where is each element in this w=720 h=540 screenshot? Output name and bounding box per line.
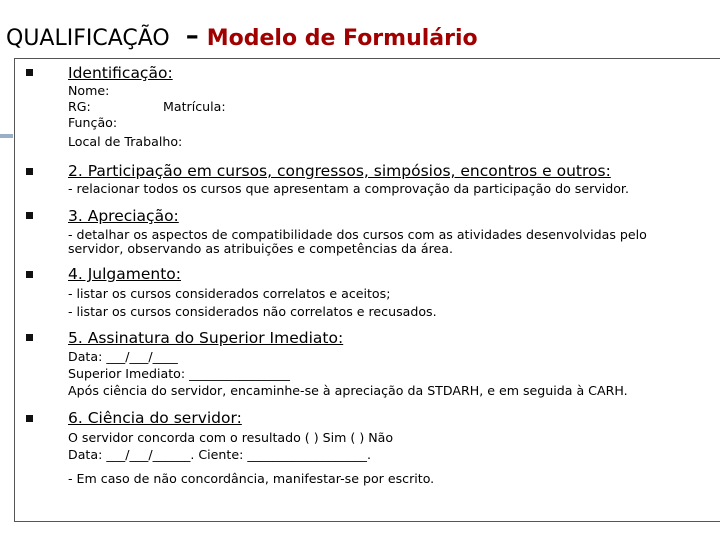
section-text: - listar os cursos considerados correlatos e aceitos; [68,286,391,301]
section-text: - detalhar os aspectos de compatibilidade dos cursos com as atividades desenvolvidas pelo [68,227,647,242]
page-title [6,21,478,51]
section-text: Após ciência do servidor, encaminhe-se à apreciação da STDARH, e em seguida à CARH. [68,383,628,398]
field-funcao: Função: [68,115,118,130]
section-heading-participacao: 2. Participação em cursos, congressos, simpósios, encontros e outros: [68,162,611,180]
section-text: Data: ___/___/____ [68,349,178,364]
field-nome: Nome: [68,83,110,98]
section-heading-apreciacao: 3. Apreciação: [68,207,179,225]
field-rg: RG: [68,99,91,114]
section-heading-identificacao: Identificação: [68,64,173,82]
bullet-icon [26,334,33,341]
field-local-trabalho: Local de Trabalho: [68,134,183,149]
title-dash: – [185,21,199,51]
bullet-icon [26,69,33,76]
section-text: - listar os cursos considerados não correlatos e recusados. [68,304,437,319]
section-text: Data: ___/___/______. Ciente: ___________________. [68,447,371,462]
section-text: O servidor concorda com o resultado ( ) Sim ( ) Não [68,430,394,445]
section-heading-ciencia: 6. Ciência do servidor: [68,409,242,427]
section-text: - Em caso de não concordância, manifestar-se por escrito. [68,471,435,486]
bullet-icon [26,271,33,278]
decorative-tick [0,134,13,138]
section-heading-julgamento: 4. Julgamento: [68,265,181,283]
field-matricula: Matrícula: [163,99,226,114]
bullet-icon [26,415,33,422]
bullet-icon [26,168,33,175]
section-text: - relacionar todos os cursos que apresentam a comprovação da participação do servidor. [68,181,629,196]
bullet-icon [26,212,33,219]
section-text: Superior Imediato: ________________ [68,366,290,381]
section-text: servidor, observando as atribuições e competências da área. [68,241,453,256]
title-subtitle: Modelo de Formulário [206,26,478,51]
section-heading-assinatura: 5. Assinatura do Superior Imediato: [68,329,344,347]
title-main: QUALIFICAÇÃO [6,26,170,51]
